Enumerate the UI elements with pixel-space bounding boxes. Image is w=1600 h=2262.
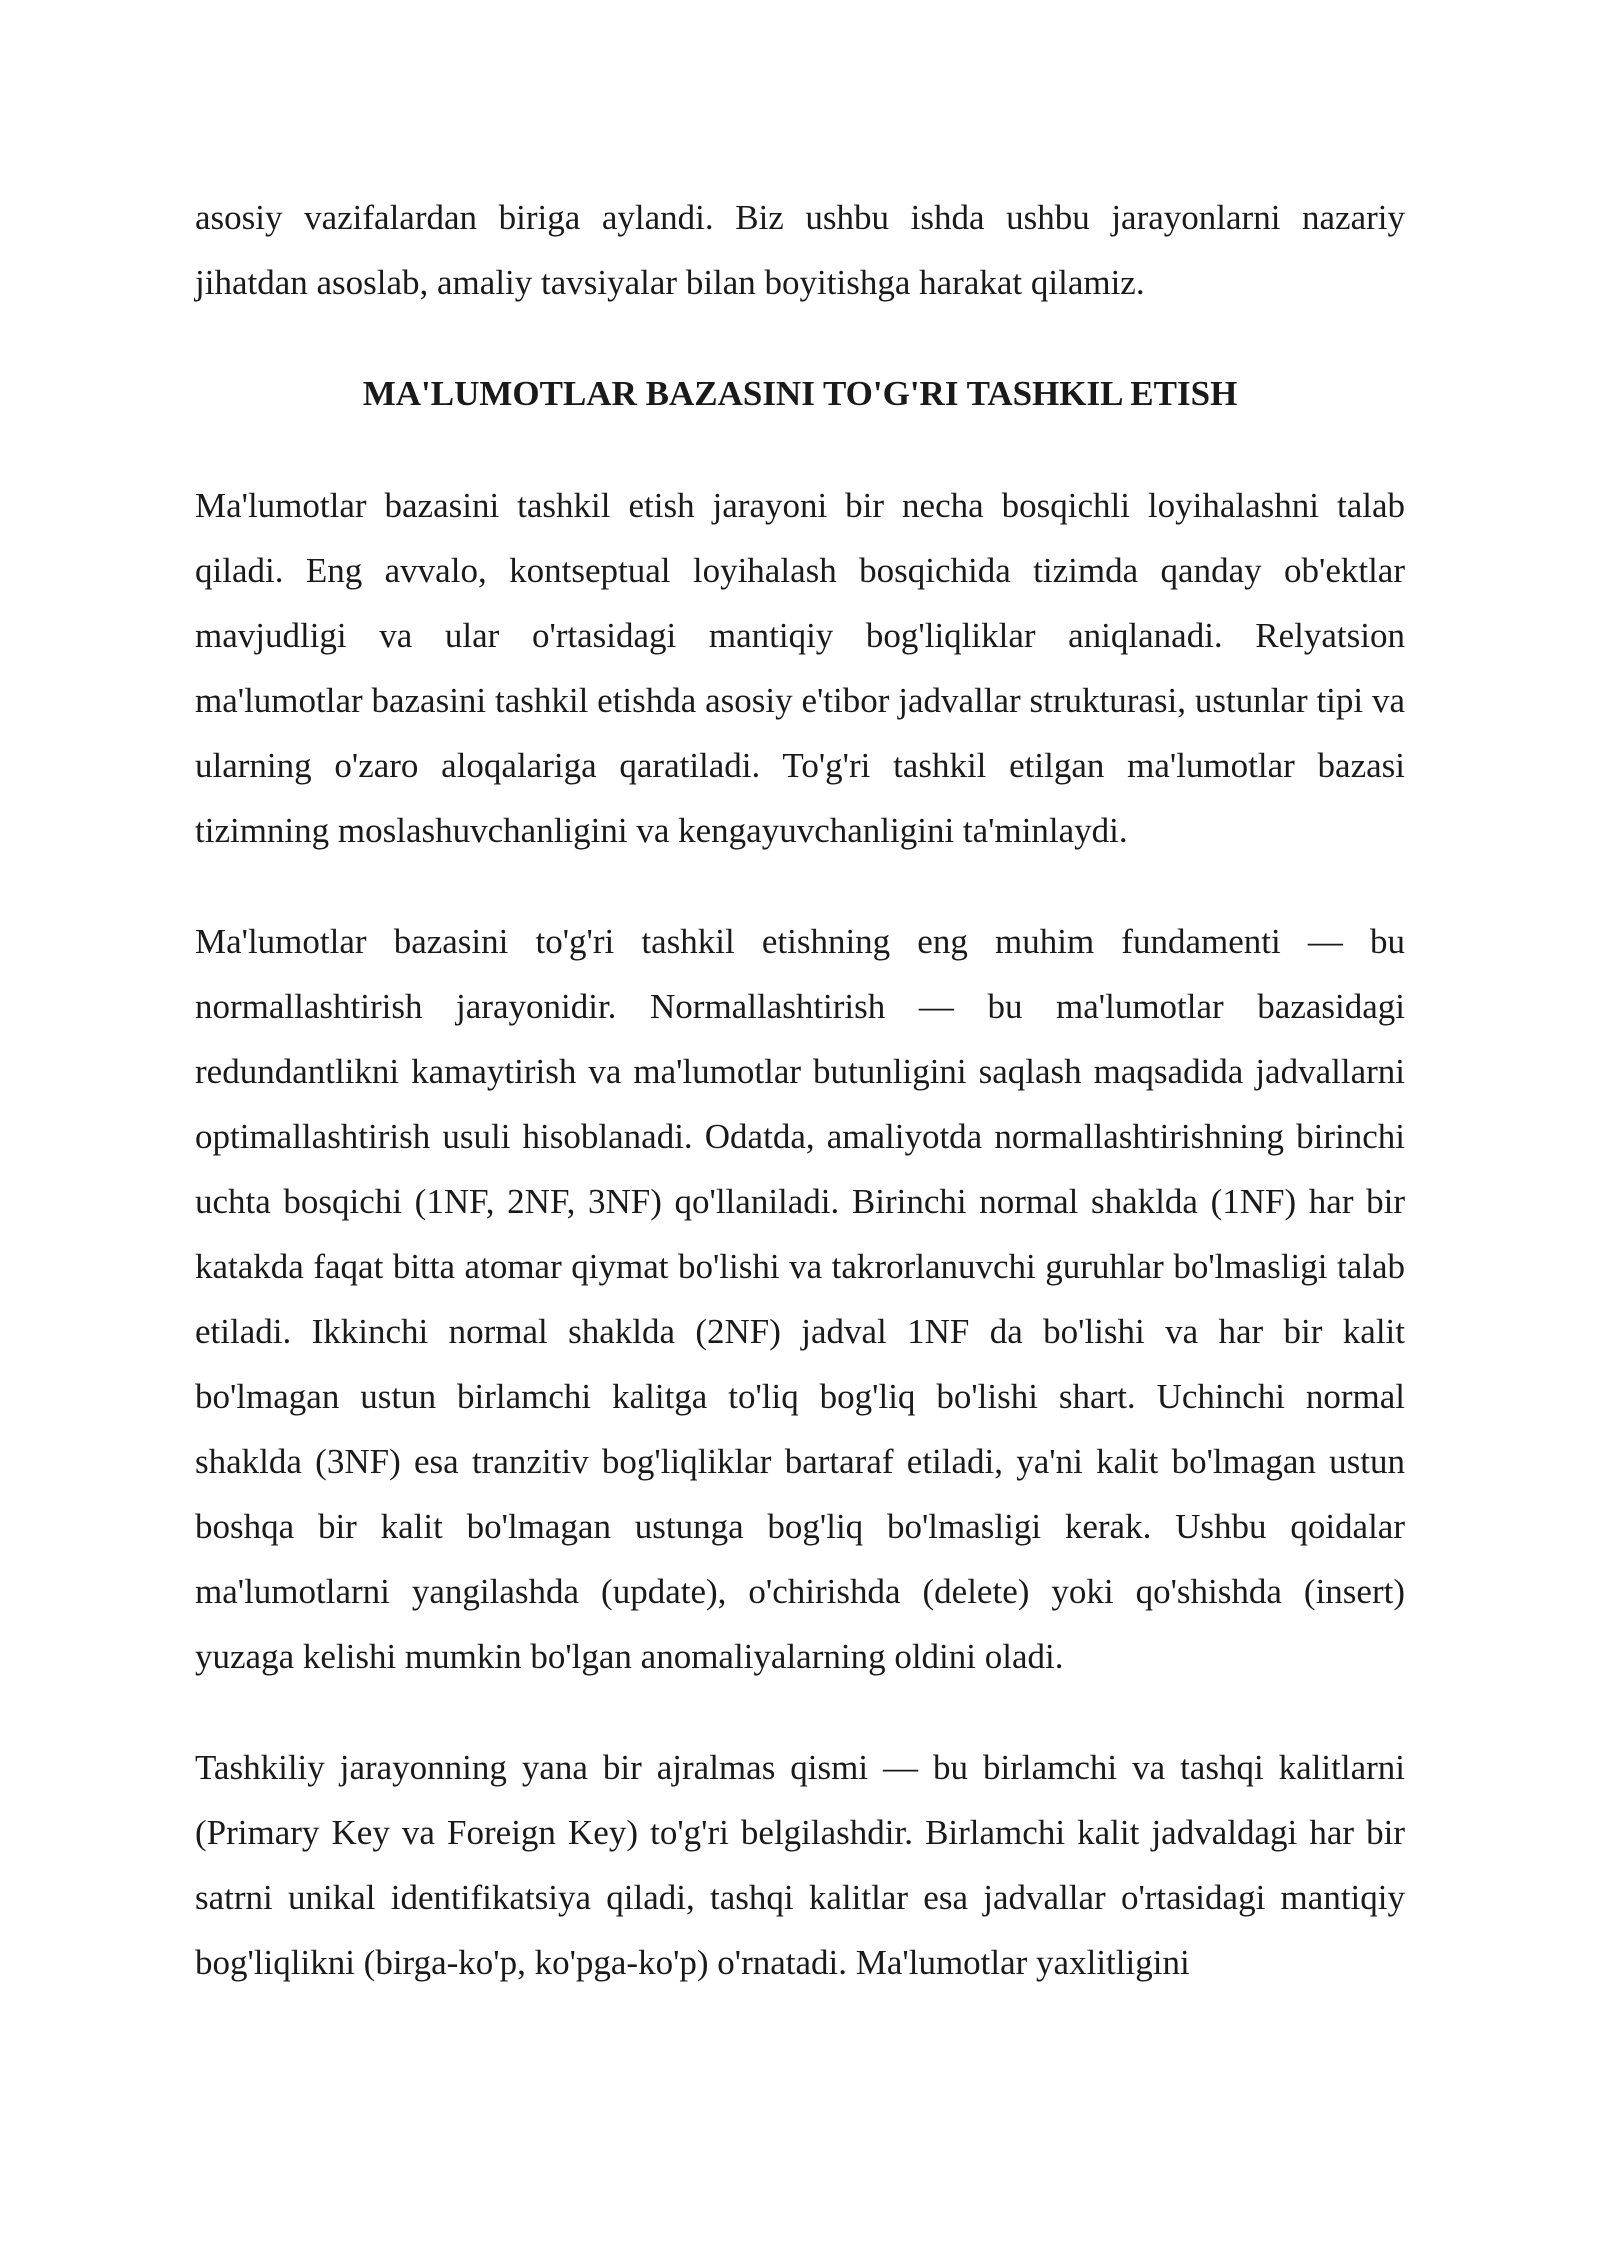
paragraph-3: Tashkiliy jarayonning yana bir ajralmas qismi — bu birlamchi va tashqi kalitlarni (Primary Key va Foreign Key) to'g'ri belgilashdir. Birlamchi kalit jadvaldagi har bir satrni unikal identifikatsiya qiladi, tashqi kalitlar esa jadvallar o'rtasidagi mantiqiy bog'liqlikni (birga-ko'p, ko'pga-ko'p) o'rnatadi. Ma'lumotlar yaxlitligini (195, 1748, 1405, 1982)
document-page (195, 185, 1405, 1995)
paragraph-1: Ma'lumotlar bazasini tashkil etish jarayoni bir necha bosqichli loyihalashni talab qiladi. Eng avvalo, kontseptual loyihalash bosqichida tizimda qanday ob'ektlar mavjudligi va ular o'rtasidagi mantiqiy bog'liqliklar aniqlanadi. Relyatsion ma'lumotlar bazasini tashkil etishda asosiy e'tibor jadvallar strukturasi, ustunlar tipi va ularning o'zaro aloqalariga qaratiladi. To'g'ri tashkil etilgan ma'lumotlar bazasi tizimning moslashuvchanligini va kengayuvchanligini ta'minlaydi. (195, 486, 1405, 850)
paragraph-2: Ma'lumotlar bazasini to'g'ri tashkil etishning eng muhim fundamenti — bu normallashtirish jarayonidir. Normallashtirish — bu ma'lumotlar bazasidagi redundantlikni kamaytirish va ma'lumotlar butunligini saqlash maqsadida jadvallarni optimallashtirish usuli hisoblanadi. Odatda, amaliyotda normallashtirishning birinchi uchta bosqichi (1NF, 2NF, 3NF) qo'llaniladi. Birinchi normal shaklda (1NF) har bir katakda faqat bitta atomar qiymat bo'lishi va takrorlanuvchi guruhlar bo'lmasligi talab etiladi. Ikkinchi normal shaklda (2NF) jadval 1NF da bo'lishi va har bir kalit bo'lmagan ustun birlamchi kalitga to'liq bog'liq bo'lishi shart. Uchinchi normal shaklda (3NF) esa tranzitiv bog'liqliklar bartaraf etiladi, ya'ni kalit bo'lmagan ustun boshqa bir kalit bo'lmagan ustunga bog'liq bo'lmasligi kerak. Ushbu qoidalar ma'lumotlarni yangilashda (update), o'chirishda (delete) yoki qo'shishda (insert) yuzaga kelishi mumkin bo'lgan anomaliyalarning oldini oladi. (195, 922, 1405, 1676)
section-heading: MA'LUMOTLAR BAZASINI TO'G'RI TASHKIL ETISH (362, 374, 1238, 413)
intro-paragraph: asosiy vazifalardan biriga aylandi. Biz ushbu ishda ushbu jarayonlarni nazariy jihatdan asoslab, amaliy tavsiyalar bilan boyitishga harakat qilamiz. (195, 198, 1405, 302)
